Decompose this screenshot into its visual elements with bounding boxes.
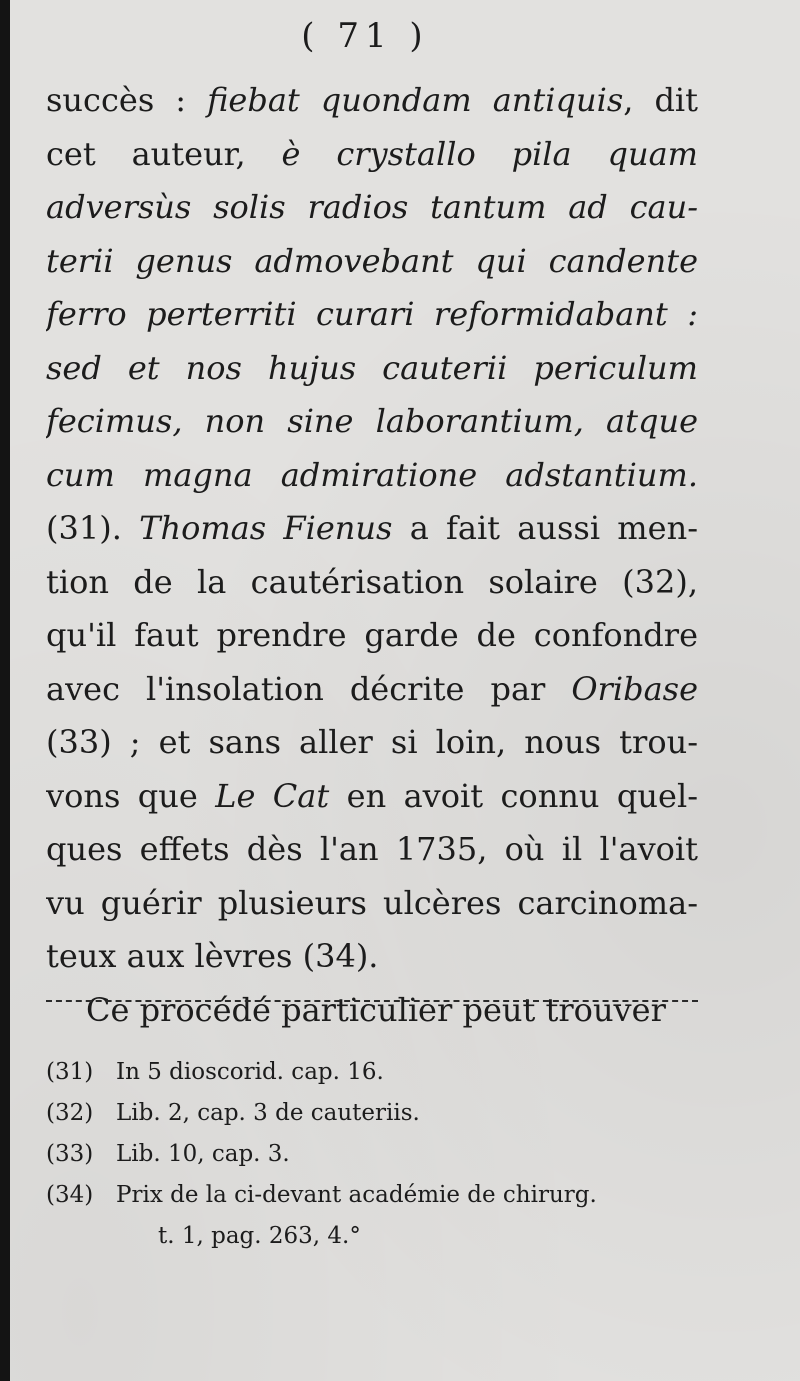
text-segment: vu guérir plusieurs ulcères carcinoma- [46, 883, 698, 922]
footnote-text: Lib. 10, cap. 3. [116, 1141, 290, 1167]
text-line [46, 449, 698, 503]
text-segment: Ce procédé particulier peut trouver [86, 990, 666, 1029]
text-line [46, 663, 698, 717]
italic-text-segment: cum magna admiratione adstantium. [46, 455, 698, 494]
footnote-text: In 5 dioscorid. cap. 16. [116, 1059, 384, 1085]
footnote-number: (31) [46, 1059, 94, 1085]
text-line [46, 609, 698, 663]
italic-text-segment: Thomas Fienus [139, 509, 393, 547]
text-line [46, 502, 698, 556]
text-segment: cet auteur, [46, 134, 282, 173]
text-line [46, 395, 698, 449]
body-text [46, 74, 698, 1037]
footnote-number: (32) [46, 1100, 94, 1126]
text-segment: vons que [46, 776, 216, 815]
footnote-continuation: t. 1, pag. 263, 4.° [158, 1223, 361, 1249]
text-line [46, 930, 698, 984]
footnote-text: Prix de la ci-devant académie de chirurg. [116, 1182, 597, 1208]
text-line [46, 556, 698, 610]
footnote [46, 1052, 698, 1093]
text-line [46, 984, 698, 1038]
text-segment: (31). [46, 509, 140, 547]
text-line [46, 823, 698, 877]
text-segment: a fait aussi men- [392, 509, 698, 547]
page-number: ( 71 ) [301, 16, 429, 56]
text-segment: (33) ; et sans aller si loin, nous trou- [46, 723, 698, 761]
text-segment: succès : [46, 81, 208, 119]
footnote-number: (34) [46, 1182, 94, 1208]
footnotes [46, 1052, 698, 1257]
text-line [46, 235, 698, 289]
text-line [46, 877, 698, 931]
italic-text-segment: è crystallo pila quam [281, 134, 698, 173]
italic-text-segment: adversùs solis radios tantum ad cau- [46, 188, 698, 226]
footnote [46, 1175, 698, 1216]
footnote [46, 1093, 698, 1134]
text-segment: , dit [623, 81, 698, 119]
footnote-number: (33) [46, 1141, 94, 1167]
footnote [46, 1134, 698, 1175]
italic-text-segment: fecimus, non sine laborantium, atque [46, 402, 698, 440]
text-line [46, 181, 698, 235]
italic-text-segment: fiebat quondam antiquis [207, 81, 624, 119]
text-line [46, 342, 698, 396]
text-line [46, 288, 698, 342]
italic-text-segment: terii genus admovebant qui candente [46, 241, 698, 280]
text-segment: ques effets dès l'an 1735, où il l'avoit [46, 830, 698, 868]
text-segment: avec l'insolation décrite par [46, 669, 572, 708]
text-line [46, 716, 698, 770]
page-gutter-shadow [0, 0, 10, 1381]
text-line [46, 770, 698, 824]
italic-text-segment: Oribase [571, 669, 698, 708]
footnote-separator-rule [46, 1000, 698, 1002]
text-segment: qu'il faut prendre garde de confondre [46, 616, 698, 654]
text-segment: teux aux lèvres (34). [46, 937, 379, 975]
text-line [46, 74, 698, 128]
italic-text-segment: ferro perterriti curari reformidabant : [46, 295, 698, 333]
text-segment: tion de la cautérisation solaire (32), [46, 562, 698, 601]
text-line [46, 128, 698, 182]
italic-text-segment: Le Cat [215, 776, 330, 815]
text-segment: en avoit connu quel- [329, 776, 698, 815]
footnote-text: Lib. 2, cap. 3 de cauteriis. [116, 1100, 420, 1126]
italic-text-segment: sed et nos hujus cauterii periculum [46, 348, 698, 387]
